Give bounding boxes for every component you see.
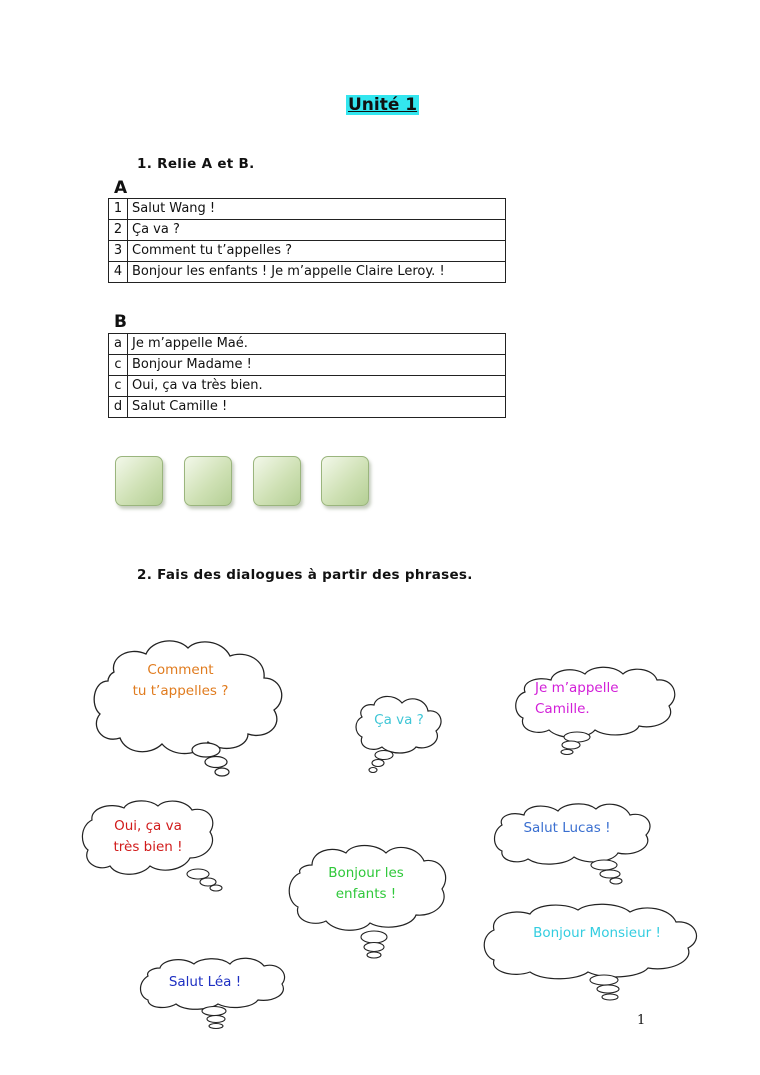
row-text: Bonjour les enfants ! Je m’appelle Claire Leroy. !: [128, 262, 506, 283]
bubble-text: Salut Léa !: [168, 974, 242, 990]
cloud-shape: [492, 803, 657, 885]
table-b: [108, 333, 506, 418]
bubble-text: Bonjour les enfants !: [328, 865, 404, 902]
exercise-1-heading: 1. Relie A et B.: [137, 156, 255, 172]
answer-box-4[interactable]: [321, 456, 369, 506]
table-row: [109, 241, 506, 262]
table-row: [109, 220, 506, 241]
section-b-label: B: [114, 312, 127, 332]
row-letter: d: [109, 397, 128, 418]
row-text: Je m’appelle Maé.: [128, 334, 506, 355]
speech-bubble-ca-va: [354, 693, 444, 773]
bubble-text: Ça va ?: [374, 712, 424, 728]
exercise-2-heading: 2. Fais des dialogues à partir des phrases.: [137, 567, 473, 583]
row-number: 1: [109, 199, 128, 220]
page-title: Unité 1: [348, 95, 418, 115]
speech-bubble-salut-lea: [138, 958, 290, 1030]
speech-bubble-comment: [88, 636, 293, 781]
table-a: [108, 198, 506, 283]
table-row: [109, 199, 506, 220]
speech-bubble-salut-lucas: [492, 803, 657, 885]
cloud-shape: [480, 902, 715, 1004]
bubble-text: Salut Lucas !: [523, 820, 611, 836]
row-letter: a: [109, 334, 128, 355]
answer-box-1[interactable]: [115, 456, 163, 506]
row-number: 2: [109, 220, 128, 241]
answer-box-3[interactable]: [253, 456, 301, 506]
row-text: Oui, ça va très bien.: [128, 376, 506, 397]
row-text: Salut Camille !: [128, 397, 506, 418]
cloud-shape: [138, 958, 290, 1030]
table-row: [109, 262, 506, 283]
cloud-shape: [354, 693, 444, 773]
answer-box-2[interactable]: [184, 456, 232, 506]
row-letter: c: [109, 376, 128, 397]
row-number: 4: [109, 262, 128, 283]
row-text: Bonjour Madame !: [128, 355, 506, 376]
speech-bubble-oui-ca-va: [80, 800, 230, 894]
table-row: [109, 355, 506, 376]
table-row: [109, 334, 506, 355]
bubble-text: Oui, ça va très bien !: [113, 818, 183, 855]
bubble-text: Je m’appelle Camille.: [535, 680, 619, 717]
section-a-label: A: [114, 178, 128, 198]
speech-bubble-bonjour-enfants: [286, 843, 451, 961]
row-text: Ça va ?: [128, 220, 506, 241]
speech-bubble-je-mappelle: [513, 666, 683, 754]
row-text: Salut Wang !: [128, 199, 506, 220]
row-number: 3: [109, 241, 128, 262]
row-letter: c: [109, 355, 128, 376]
cloud-shape: [88, 636, 293, 781]
speech-bubble-bonjour-monsieur: [480, 902, 715, 1004]
page-number: 1: [637, 1013, 646, 1028]
bubble-text: Bonjour Monsieur !: [533, 925, 661, 941]
table-row: [109, 397, 506, 418]
table-row: [109, 376, 506, 397]
row-text: Comment tu t’appelles ?: [128, 241, 506, 262]
bubble-text: Comment tu t’appelles ?: [132, 662, 229, 699]
